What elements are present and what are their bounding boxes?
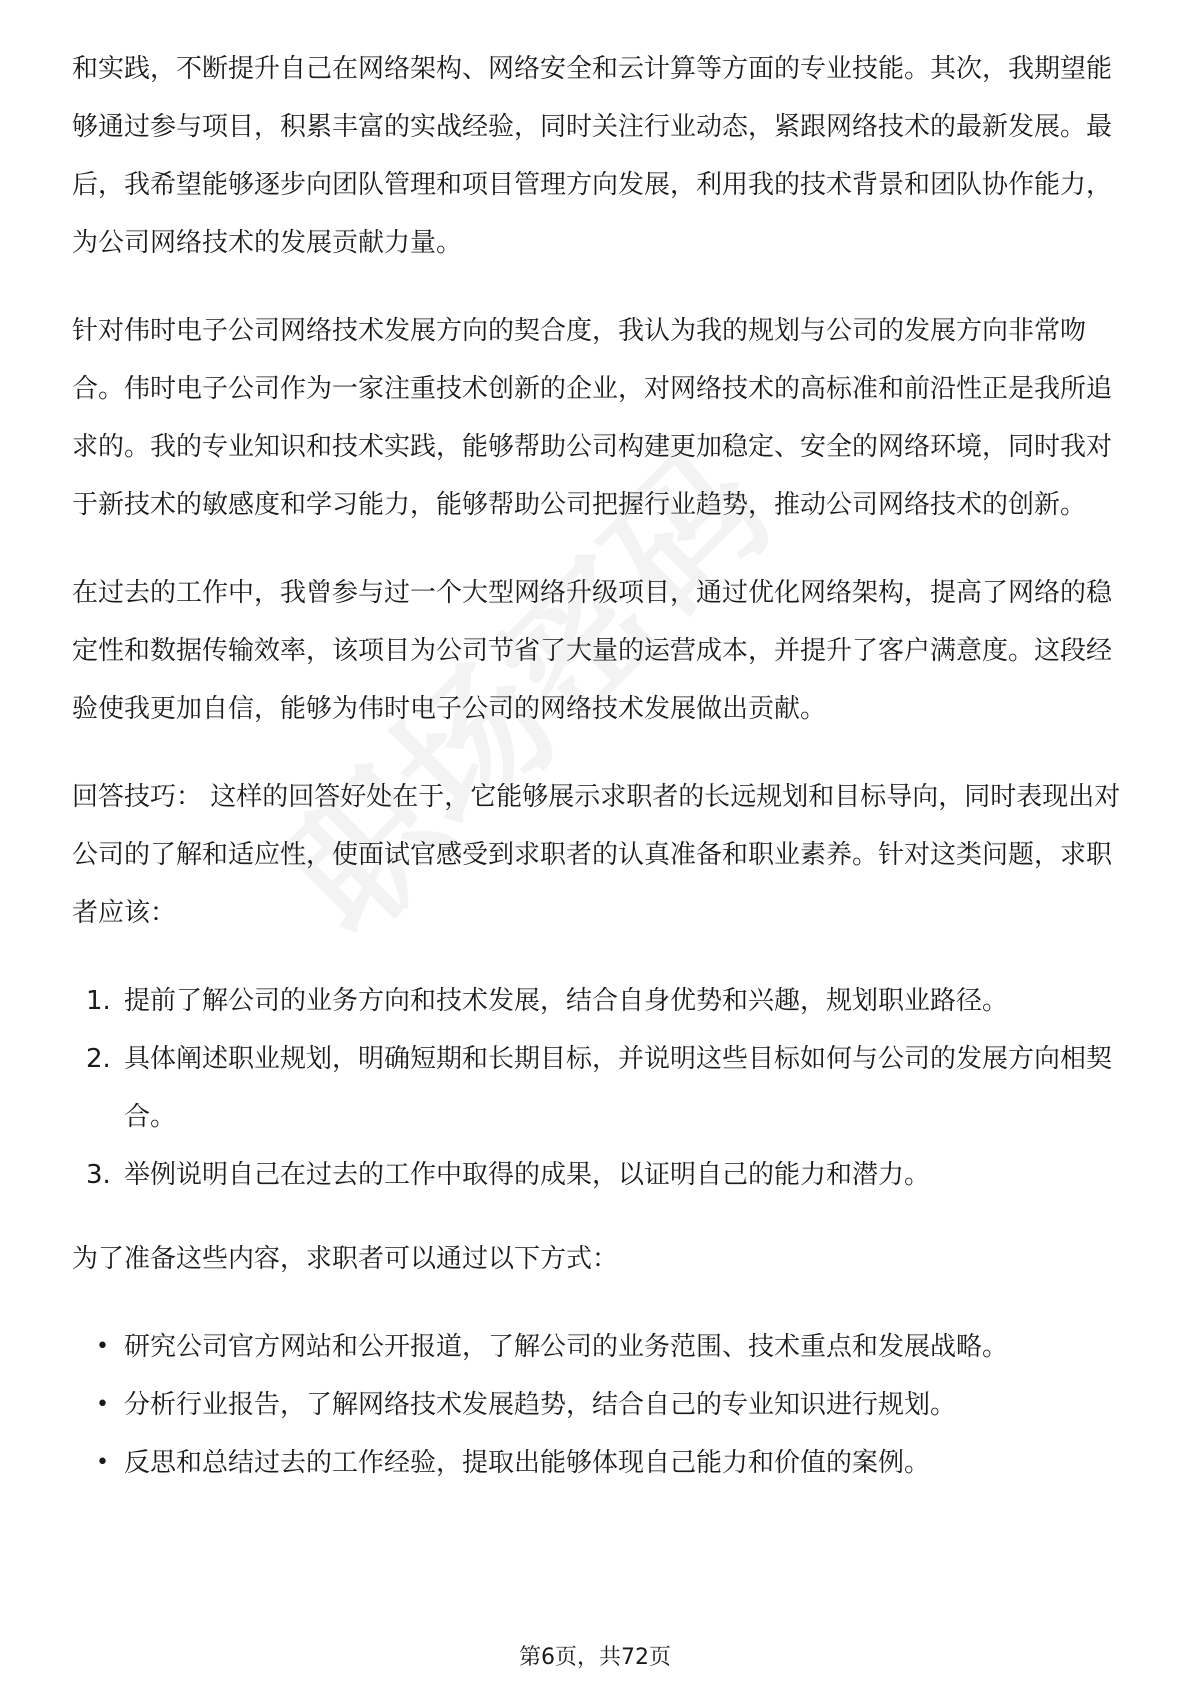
bullet-icon: • (96, 1392, 109, 1417)
paragraph: 针对伟时电子公司网络技术发展方向的契合度，我认为我的规划与公司的发展方向非常吻合。伟时电子公司作为一家注重技术创新的企业，对网络技术的高标准和前沿性正是我所追求的。我的专业知识和技术实践，能够帮助公司构建更加稳定、安全的网络环境，同时我对于新技术的敏感度和学习能力，能够帮助公司把握行业趋势，推动公司网络技术的创新。 (72, 316, 1113, 520)
list-item (72, 1318, 1122, 1376)
list-item-text: 提前了解公司的业务方向和技术发展，结合自身优势和兴趣，规划职业路径。 (124, 986, 1009, 1016)
paragraph: 为了准备这些内容，求职者可以通过以下方式： (72, 1244, 619, 1274)
bullet-list (72, 1318, 1122, 1492)
list-item (72, 1030, 1122, 1146)
list-item-text: 反思和总结过去的工作经验，提取出能够体现自己能力和价值的案例。 (124, 1448, 931, 1478)
list-item-text: 研究公司官方网站和公开报道，了解公司的业务范围、技术重点和发展战略。 (124, 1332, 1009, 1362)
paragraph: 回答技巧： 这样的回答好处在于，它能够展示求职者的长远规划和目标导向，同时表现出对公司的了解和适应性，使面试官感受到求职者的认真准备和职业素养。针对这类问题，求职者应该： (72, 782, 1121, 928)
list-number: 2. (86, 1044, 111, 1074)
ordered-list (72, 972, 1122, 1204)
list-number: 3. (86, 1160, 111, 1190)
list-item (72, 972, 1122, 1030)
list-item-text: 举例说明自己在过去的工作中取得的成果，以证明自己的能力和潜力。 (124, 1160, 931, 1190)
list-number: 1. (86, 986, 111, 1016)
paragraph: 在过去的工作中，我曾参与过一个大型网络升级项目，通过优化网络架构，提高了网络的稳定性和数据传输效率，该项目为公司节省了大量的运营成本，并提升了客户满意度。这段经验使我更加自信，能够为伟时电子公司的网络技术发展做出贡献。 (72, 578, 1113, 724)
page-footer: 第6页，共72页 (519, 1645, 671, 1670)
list-item-text: 分析行业报告，了解网络技术发展趋势，结合自己的专业知识进行规划。 (124, 1390, 957, 1420)
bullet-icon: • (96, 1334, 109, 1359)
list-item (72, 1434, 1122, 1492)
paragraph: 和实践，不断提升自己在网络架构、网络安全和云计算等方面的专业技能。其次，我期望能够通过参与项目，积累丰富的实战经验，同时关注行业动态，紧跟网络技术的最新发展。最后，我希望能够逐步向团队管理和项目管理方向发展，利用我的技术背景和团队协作能力，为公司网络技术的发展贡献力量。 (72, 54, 1113, 258)
list-item (72, 1146, 1122, 1204)
list-item (72, 1376, 1122, 1434)
page-content (72, 40, 1122, 1518)
bullet-icon: • (96, 1450, 109, 1475)
list-item-text: 具体阐述职业规划，明确短期和长期目标，并说明这些目标如何与公司的发展方向相契合。 (124, 1044, 1113, 1132)
